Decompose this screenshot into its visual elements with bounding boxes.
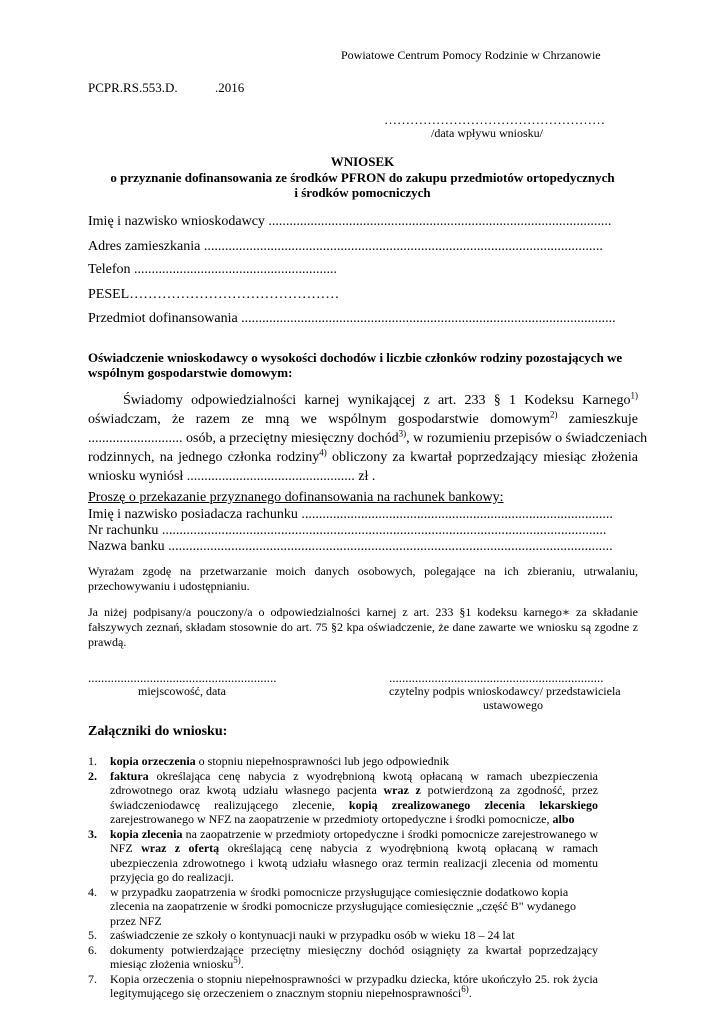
list-item: 1. kopia orzeczenia o stopniu niepełnosprawności lub jego odpowiednik xyxy=(88,754,449,768)
account-number-field[interactable]: Nr rachunku ............................................................................................................................... xyxy=(88,523,607,538)
signature-label-2: ustawowego xyxy=(483,698,543,712)
signature-field[interactable]: .................................................................. xyxy=(389,670,604,685)
institution-name: Powiatowe Centrum Pomocy Rodzinie w Chrzanowie xyxy=(341,48,601,62)
list-item: 7. Kopia orzeczenia o stopniu niepełnosprawności w przypadku dziecka, które ukończyło 25. rok życia legitymującego się orzeczeniem o znacznym stopniu niepełnosprawności$^{6)}$. xyxy=(88,971,598,1000)
reference-number: PCPR.RS.553.D. xyxy=(88,80,178,95)
declaration-line: rodzinnych, na jednego członka rodziny$^{4)}$ obliczony za kwartał poprzedzający miesiąc złożenia xyxy=(88,447,638,465)
phone-field[interactable]: Telefon .......................................................... xyxy=(88,262,338,277)
list-item: 3. kopia zlecenia na zaopatrzenie w przedmioty ortopedyczne i środki pomocnicze zarejestrowanego w NFZ wraz z ofertą określającą cenę nabycia z wyodrębnioną kwotą opłacaną w ramach ubezpieczenia zdrowotnego i kwotą udziału własnego oraz termin realizacji zlecenia od momentu przyjęcia go do realizacji. xyxy=(88,826,599,884)
truth-statement-text: Ja niżej podpisany/a pouczony/a o odpowiedzialności karnej z art. 233 §1 kodeksu karnego∗ za składanie fałszywych zeznań, składam stosownie do art. 75 §2 kpa oświadczenie, że dane zawarte we wniosku są zgodne z prawdą. xyxy=(88,605,638,649)
declaration-line[interactable]: ........................... osób, a przeciętny miesięczny dochód$^{3)}$, w rozumieniu przepisów o świadczeniach xyxy=(88,428,648,446)
pesel-field[interactable]: PESEL……………………………………… xyxy=(88,287,340,302)
list-item: 4. w przypadku zaopatrzenia w środki pomocnicze przysługujące comiesięcznie dodatkowo kopia zlecenia na zaopatrzenie w środki pomocnicze przysługujące comiesięcznie „część B" wydanego przez NFZ xyxy=(88,884,577,928)
declaration-line: oświadczam, że razem ze mną we wspólnym gospodarstwie domowym$^{2)}$ zamieszkuje xyxy=(88,409,638,427)
document-title: WNIOSEK xyxy=(330,154,395,169)
account-holder-field[interactable]: Imię i nazwisko posiadacza rachunku ......................................................................................... xyxy=(88,507,613,522)
subject-field[interactable]: Przedmiot dofinansowania ........................................................................................................... xyxy=(88,311,616,326)
signature-label: czytelny podpis wnioskodawcy/ przedstawiciela xyxy=(389,684,621,698)
data-consent-text: Wyrażam zgodę na przetwarzanie moich danych osobowych, polegające na ich zbieraniu, utrwalaniu, przechowywaniu i udostępnianiu. xyxy=(88,564,638,593)
document-subtitle-2: i środków pomocniczych xyxy=(294,185,431,200)
document-subtitle: o przyznanie dofinansowania ze środków PFRON do zakupu przedmiotów ortopedycznych xyxy=(110,170,615,185)
attachments-heading: Załączniki do wniosku: xyxy=(88,724,228,739)
declaration-heading-2: wspólnym gospodarstwie domowym: xyxy=(88,365,293,380)
date-received-dots: …………………………………………… xyxy=(384,112,605,127)
date-received-label: /data wpływu wniosku/ xyxy=(431,126,543,140)
bank-heading: Proszę o przekazanie przyznanego dofinansowania na rachunek bankowy: xyxy=(88,490,504,505)
list-item: 2. faktura określająca cenę nabycia z wyodrębnioną kwotą opłacaną w ramach ubezpieczenia zdrowotnego oraz kwotą udziału własnego pacjenta wraz z potwierdzoną za zgodność, przez świadczeniodawcę realizującego zlecenie, kopią zrealizowanego zlecenia lekarskiego zarejestrowanego w NFZ na zaopatrzenie w przedmioty ortopedyczne i środki pomocnicze, albo xyxy=(88,768,598,826)
income-field[interactable]: wniosku wyniósł ................................................ zł . xyxy=(88,469,376,484)
address-field[interactable]: Adres zamieszkania .................................................................................................................. xyxy=(88,239,603,254)
list-item: 5. zaświadczenie ze szkoły o kontynuacji nauki w przypadku osób w wieku 18 – 24 lat xyxy=(88,928,515,942)
list-item: 6. dokumenty potwierdzające przeciętny miesięczny dochód osiągnięty za kwartał poprzedzający miesiąc złożenia wniosku$^{5)}$. xyxy=(88,942,598,971)
place-date-label: miejscowość, data xyxy=(138,684,226,698)
place-date-field[interactable]: .......................................................... xyxy=(88,670,277,685)
attachments-list xyxy=(88,754,598,1001)
reference-year: .2016 xyxy=(215,80,245,95)
applicant-name-field[interactable]: Imię i nazwisko wnioskodawcy .................................................................................................. xyxy=(88,214,612,229)
declaration-line: Świadomy odpowiedzialności karnej wynikającej z art. 233 § 1 Kodeksu Karnego$^{1)}$ xyxy=(123,390,638,408)
bank-name-field[interactable]: Nazwa banku ............................................................................................................................... xyxy=(88,539,613,554)
declaration-heading: Oświadczenie wnioskodawcy o wysokości dochodów i liczbie członków rodziny pozostających we xyxy=(88,350,623,365)
